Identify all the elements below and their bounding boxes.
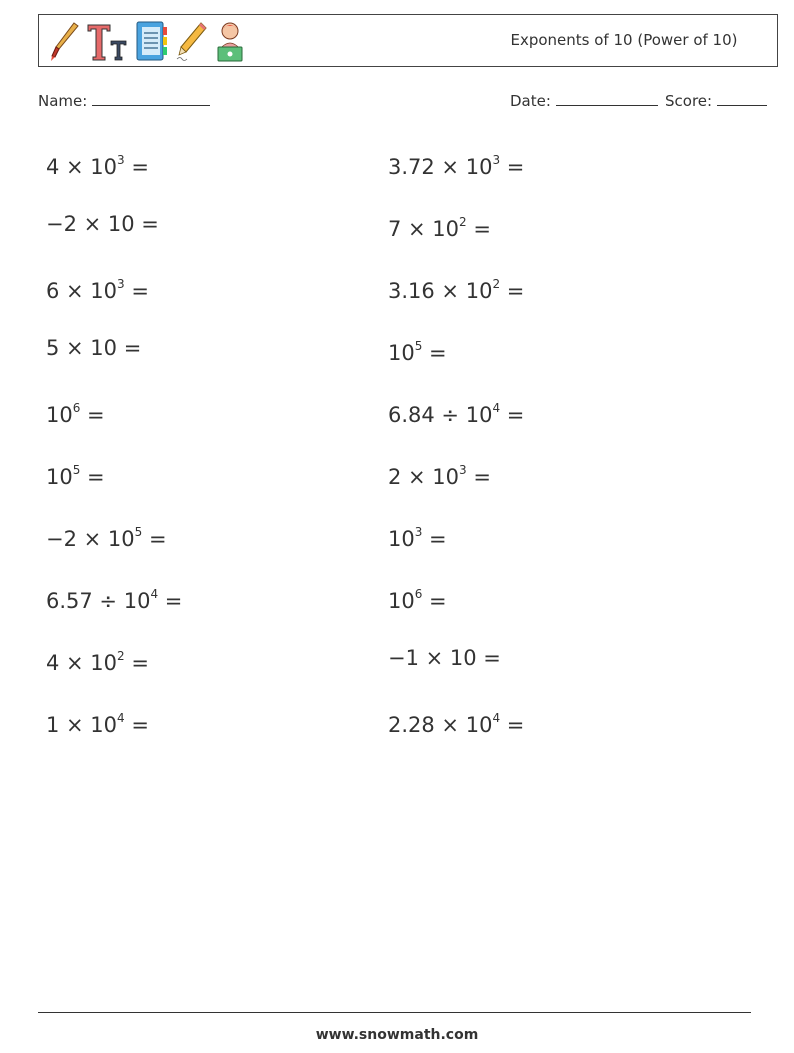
name-blank[interactable] — [92, 91, 210, 106]
problem-exponent: 4 — [492, 401, 501, 415]
worksheet-header — [38, 14, 778, 67]
problem-exponent: 3 — [459, 463, 467, 477]
problem-right-5 — [388, 395, 524, 430]
score-field[interactable] — [665, 91, 767, 110]
problem-left-8 — [46, 581, 182, 616]
problem-equals: = — [80, 403, 105, 427]
problem-exponent: 6 — [72, 401, 81, 415]
problem-exponent: 4 — [492, 711, 501, 725]
problem-expression: 10 — [388, 341, 415, 365]
problem-left-9 — [46, 643, 149, 678]
problem-left-1 — [46, 147, 149, 182]
problem-equals: = — [500, 155, 525, 179]
problem-right-6 — [388, 457, 491, 492]
problem-expression: 6.57 ÷ 10 — [46, 589, 151, 613]
problem-expression: 6 × 10 — [46, 279, 118, 303]
problem-expression: 6.84 ÷ 10 — [388, 403, 493, 427]
problem-exponent: 3 — [117, 153, 125, 167]
problem-equals: = — [134, 212, 159, 236]
problem-expression: 4 × 10 — [46, 155, 118, 179]
problem-equals: = — [124, 651, 149, 675]
score-label: Score: — [665, 92, 713, 110]
problem-exponent: 3 — [414, 525, 423, 539]
problem-expression: 7 × 10 — [388, 217, 460, 241]
problem-left-10 — [46, 705, 149, 740]
problem-right-8 — [388, 581, 447, 616]
problem-exponent: 4 — [150, 587, 159, 601]
problem-equals: = — [124, 279, 149, 303]
score-blank[interactable] — [717, 91, 767, 106]
problem-expression: 1 × 10 — [46, 713, 118, 737]
problem-left-5 — [46, 395, 105, 430]
problem-equals: = — [422, 589, 447, 613]
footer-website: www.snowmath.com — [315, 1027, 479, 1043]
problem-equals: = — [500, 403, 525, 427]
footer-divider — [38, 1012, 751, 1013]
problem-exponent: 2 — [492, 277, 501, 291]
header-icons — [47, 19, 251, 63]
problem-left-3 — [46, 271, 149, 306]
problem-right-7 — [388, 519, 447, 554]
problem-exponent: 6 — [414, 587, 423, 601]
paintbrush-icon — [47, 19, 81, 63]
problem-right-1 — [388, 147, 524, 182]
problem-equals: = — [158, 589, 183, 613]
problem-expression: 2 × 10 — [388, 465, 460, 489]
name-field[interactable] — [38, 91, 210, 110]
problem-exponent: 5 — [414, 339, 423, 353]
problem-expression: −2 × 10 — [46, 527, 135, 551]
name-label: Name: — [38, 92, 88, 110]
problem-equals: = — [117, 336, 142, 360]
date-label: Date: — [510, 92, 551, 110]
problem-equals: = — [124, 155, 149, 179]
problem-equals: = — [142, 527, 167, 551]
problem-equals: = — [422, 341, 447, 365]
problem-expression: 4 × 10 — [46, 651, 118, 675]
student-laptop-icon — [213, 19, 247, 63]
notebook-icon — [133, 19, 169, 63]
problem-exponent: 3 — [492, 153, 501, 167]
problem-equals: = — [476, 646, 501, 670]
problem-equals: = — [422, 527, 447, 551]
problem-left-7 — [46, 519, 167, 554]
problem-expression: 10 — [388, 527, 415, 551]
problem-expression: 3.72 × 10 — [388, 155, 493, 179]
problem-expression: 10 — [388, 589, 415, 613]
problem-right-9 — [388, 643, 501, 673]
problem-equals: = — [466, 465, 491, 489]
problem-expression: 5 × 10 — [46, 336, 118, 360]
pencil-icon — [173, 19, 209, 63]
problem-expression: 10 — [46, 403, 73, 427]
problem-left-2 — [46, 209, 159, 239]
problem-left-6 — [46, 457, 105, 492]
date-field[interactable] — [510, 91, 658, 110]
problem-equals: = — [500, 713, 525, 737]
problem-equals: = — [500, 279, 525, 303]
problem-expression: −1 × 10 — [388, 646, 477, 670]
problem-right-10 — [388, 705, 524, 740]
problem-exponent: 2 — [459, 215, 467, 229]
problem-exponent: 4 — [117, 711, 125, 725]
problem-right-2 — [388, 209, 491, 244]
date-blank[interactable] — [556, 91, 658, 106]
problem-equals: = — [466, 217, 491, 241]
problem-exponent: 3 — [117, 277, 125, 291]
problem-expression: 10 — [46, 465, 73, 489]
problem-expression: 3.16 × 10 — [388, 279, 493, 303]
problem-exponent: 5 — [72, 463, 81, 477]
problem-equals: = — [80, 465, 105, 489]
problem-exponent: 2 — [117, 649, 125, 663]
problem-exponent: 5 — [134, 525, 143, 539]
problem-expression: −2 × 10 — [46, 212, 135, 236]
problem-equals: = — [124, 713, 149, 737]
worksheet-title: Exponents of 10 (Power of 10) — [510, 31, 738, 49]
problem-expression: 2.28 × 10 — [388, 713, 493, 737]
problem-left-4 — [46, 333, 141, 363]
text-size-icon — [85, 19, 129, 63]
problem-right-3 — [388, 271, 524, 306]
problem-right-4 — [388, 333, 447, 368]
